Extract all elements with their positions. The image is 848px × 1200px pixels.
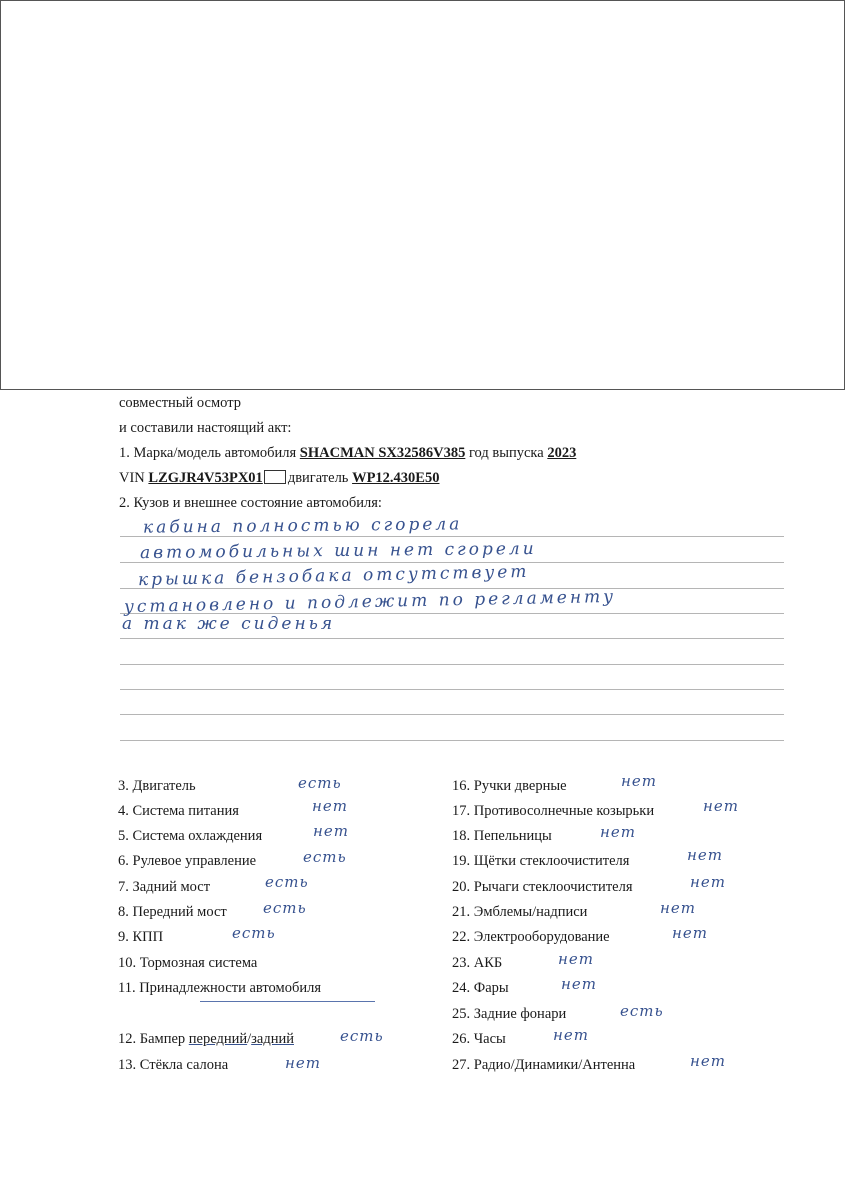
item-wiper-blades: 19. Щётки стеклоочистителя	[452, 853, 630, 869]
item-electrical: 22. Электрооборудование	[452, 929, 610, 945]
handwritten-note-1: кабина полностью сгорела	[142, 514, 463, 538]
vin-row	[119, 470, 439, 486]
redacted-area	[0, 0, 845, 390]
ruled-line	[120, 714, 784, 715]
item-accessories: 11. Принадлежности автомобиля	[118, 980, 321, 996]
ruled-line	[120, 638, 784, 639]
item-cooling-system-value: нет	[313, 822, 349, 840]
item-sun-visors: 17. Противосолнечные козырьки	[452, 803, 655, 819]
ruled-line	[120, 664, 784, 665]
item-steering-value: есть	[303, 848, 347, 866]
engine-label: двигатель	[287, 470, 349, 486]
item-sun-visors-value: нет	[703, 797, 739, 815]
item-front-axle: 8. Передний мост	[118, 904, 227, 920]
ruled-line	[120, 740, 784, 741]
item-emblems-value: нет	[660, 899, 696, 917]
model-label: 1. Марка/модель автомобиля	[119, 445, 297, 461]
bumper-rear: задний	[251, 1031, 294, 1047]
item-bumper	[118, 1031, 294, 1047]
item-gearbox: 9. КПП	[118, 929, 164, 945]
bumper-slash: /	[247, 1031, 252, 1047]
item-headlights-value: нет	[561, 975, 597, 993]
handwritten-note-5: а так же сиденья	[122, 614, 336, 634]
engine-value: WP12.430E50	[352, 470, 440, 486]
vin-redacted-box	[264, 470, 286, 484]
ruled-line	[120, 689, 784, 690]
item-radio-value: нет	[690, 1052, 726, 1070]
item-brake-system: 10. Тормозная система	[118, 955, 258, 971]
item-tail-lights: 25. Задние фонари	[452, 1006, 567, 1022]
item-tail-lights-value: есть	[620, 1002, 664, 1020]
item-ashtrays: 18. Пепельницы	[452, 828, 552, 844]
year-label: год выпуска	[468, 445, 544, 461]
handwritten-stroke	[200, 1001, 375, 1002]
item-fuel-system: 4. Система питания	[118, 803, 239, 819]
vin-value: LZGJR4V53PX01	[148, 470, 263, 486]
bumper-front: передний	[188, 1031, 248, 1047]
item-clock-value: нет	[553, 1026, 589, 1044]
vin-label: VIN	[119, 470, 145, 486]
vehicle-model-row	[119, 445, 576, 461]
item-radio: 27. Радио/Динамики/Антенна	[452, 1057, 636, 1073]
bumper-prefix: 12. Бампер	[118, 1031, 189, 1047]
item-cabin-glass-value: нет	[285, 1054, 321, 1072]
year-value: 2023	[547, 445, 577, 461]
item-steering: 6. Рулевое управление	[118, 853, 257, 869]
body-section-label: 2. Кузов и внешнее состояние автомобиля:	[119, 495, 382, 511]
item-door-handles: 16. Ручки дверные	[452, 778, 567, 794]
item-front-axle-value: есть	[263, 899, 307, 917]
item-electrical-value: нет	[672, 924, 708, 942]
intro-line-2: и составили настоящий акт:	[119, 420, 292, 436]
item-engine: 3. Двигатель	[118, 778, 196, 794]
item-cabin-glass: 13. Стёкла салона	[118, 1057, 229, 1073]
item-wiper-blades-value: нет	[687, 846, 723, 864]
item-rear-axle: 7. Задний мост	[118, 879, 211, 895]
item-wiper-arms-value: нет	[690, 873, 726, 891]
item-headlights: 24. Фары	[452, 980, 509, 996]
handwritten-note-2: автомобильных шин нет сгорели	[139, 538, 537, 564]
item-engine-value: есть	[298, 774, 342, 792]
item-gearbox-value: есть	[232, 924, 276, 942]
model-value: SHACMAN SX32586V385	[299, 445, 466, 461]
item-battery-value: нет	[558, 950, 594, 968]
item-bumper-value: есть	[340, 1027, 384, 1045]
item-fuel-system-value: нет	[312, 797, 348, 815]
intro-line-1: совместный осмотр	[119, 395, 241, 411]
item-battery: 23. АКБ	[452, 955, 503, 971]
item-wiper-arms: 20. Рычаги стеклоочистителя	[452, 879, 633, 895]
item-ashtrays-value: нет	[600, 823, 636, 841]
handwritten-note-3: крышка бензобака отсутствует	[137, 561, 530, 591]
item-door-handles-value: нет	[621, 772, 657, 790]
handwritten-note-4: установлено и подлежит по регламенту	[123, 586, 617, 618]
item-rear-axle-value: есть	[265, 873, 309, 891]
item-emblems: 21. Эмблемы/надписи	[452, 904, 588, 920]
item-clock: 26. Часы	[452, 1031, 506, 1047]
item-cooling-system: 5. Система охлаждения	[118, 828, 263, 844]
